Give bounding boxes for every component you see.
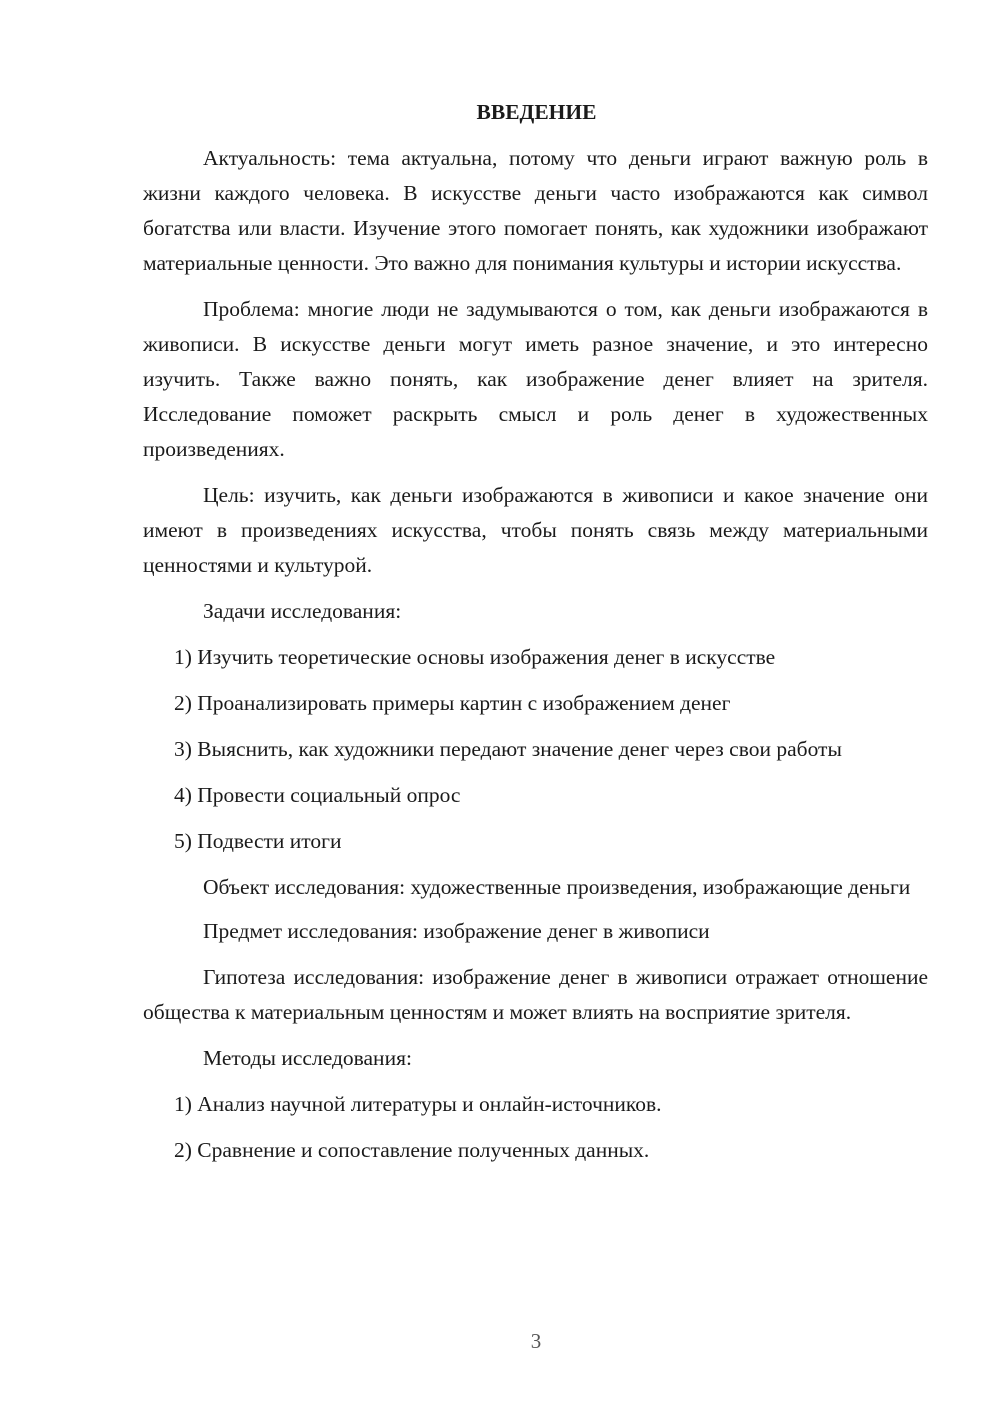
goal-paragraph: Цель: изучить, как деньги изображаются в живописи и какое значение они имеют в произведениях искусства, чтобы понять связь между материальными ценностями и культурой.: [143, 483, 928, 577]
problem-paragraph: Проблема: многие люди не задумываются о том, как деньги изображаются в живописи. В искусстве деньги могут иметь разное значение, и это интересно изучить. Также важно понять, как изображение денег влияет на зрителя. Исследование поможет раскрыть смысл и роль денег в художественных произведениях.: [143, 297, 928, 461]
document-page: [143, 95, 928, 1179]
methods-heading: Методы исследования:: [203, 1046, 412, 1070]
method-item: 1) Анализ научной литературы и онлайн-источников.: [174, 1092, 662, 1116]
task-item: 1) Изучить теоретические основы изображения денег в искусстве: [174, 645, 776, 669]
method-item: 2) Сравнение и сопоставление полученных данных.: [174, 1138, 650, 1162]
object-paragraph: Объект исследования: художественные произведения, изображающие деньги: [203, 875, 911, 899]
task-item: 5) Подвести итоги: [174, 829, 342, 853]
task-item: 4) Провести социальный опрос: [174, 783, 461, 807]
relevance-paragraph: Актуальность: тема актуальна, потому что деньги играют важную роль в жизни каждого человека. В искусстве деньги часто изображаются как символ богатства или власти. Изучение этого помогает понять, как художники изображают материальные ценности. Это важно для понимания культуры и истории искусства.: [143, 146, 928, 275]
tasks-heading: Задачи исследования:: [203, 599, 402, 623]
section-title: ВВЕДЕНИЕ: [476, 100, 597, 124]
subject-paragraph: Предмет исследования: изображение денег в живописи: [203, 919, 710, 943]
task-item: 3) Выяснить, как художники передают значение денег через свои работы: [174, 737, 842, 761]
hypothesis-paragraph: Гипотеза исследования: изображение денег в живописи отражает отношение общества к материальным ценностям и может влиять на восприятие зрителя.: [143, 965, 928, 1024]
task-item: 2) Проанализировать примеры картин с изображением денег: [174, 691, 731, 715]
page-number: 3: [530, 1329, 542, 1353]
